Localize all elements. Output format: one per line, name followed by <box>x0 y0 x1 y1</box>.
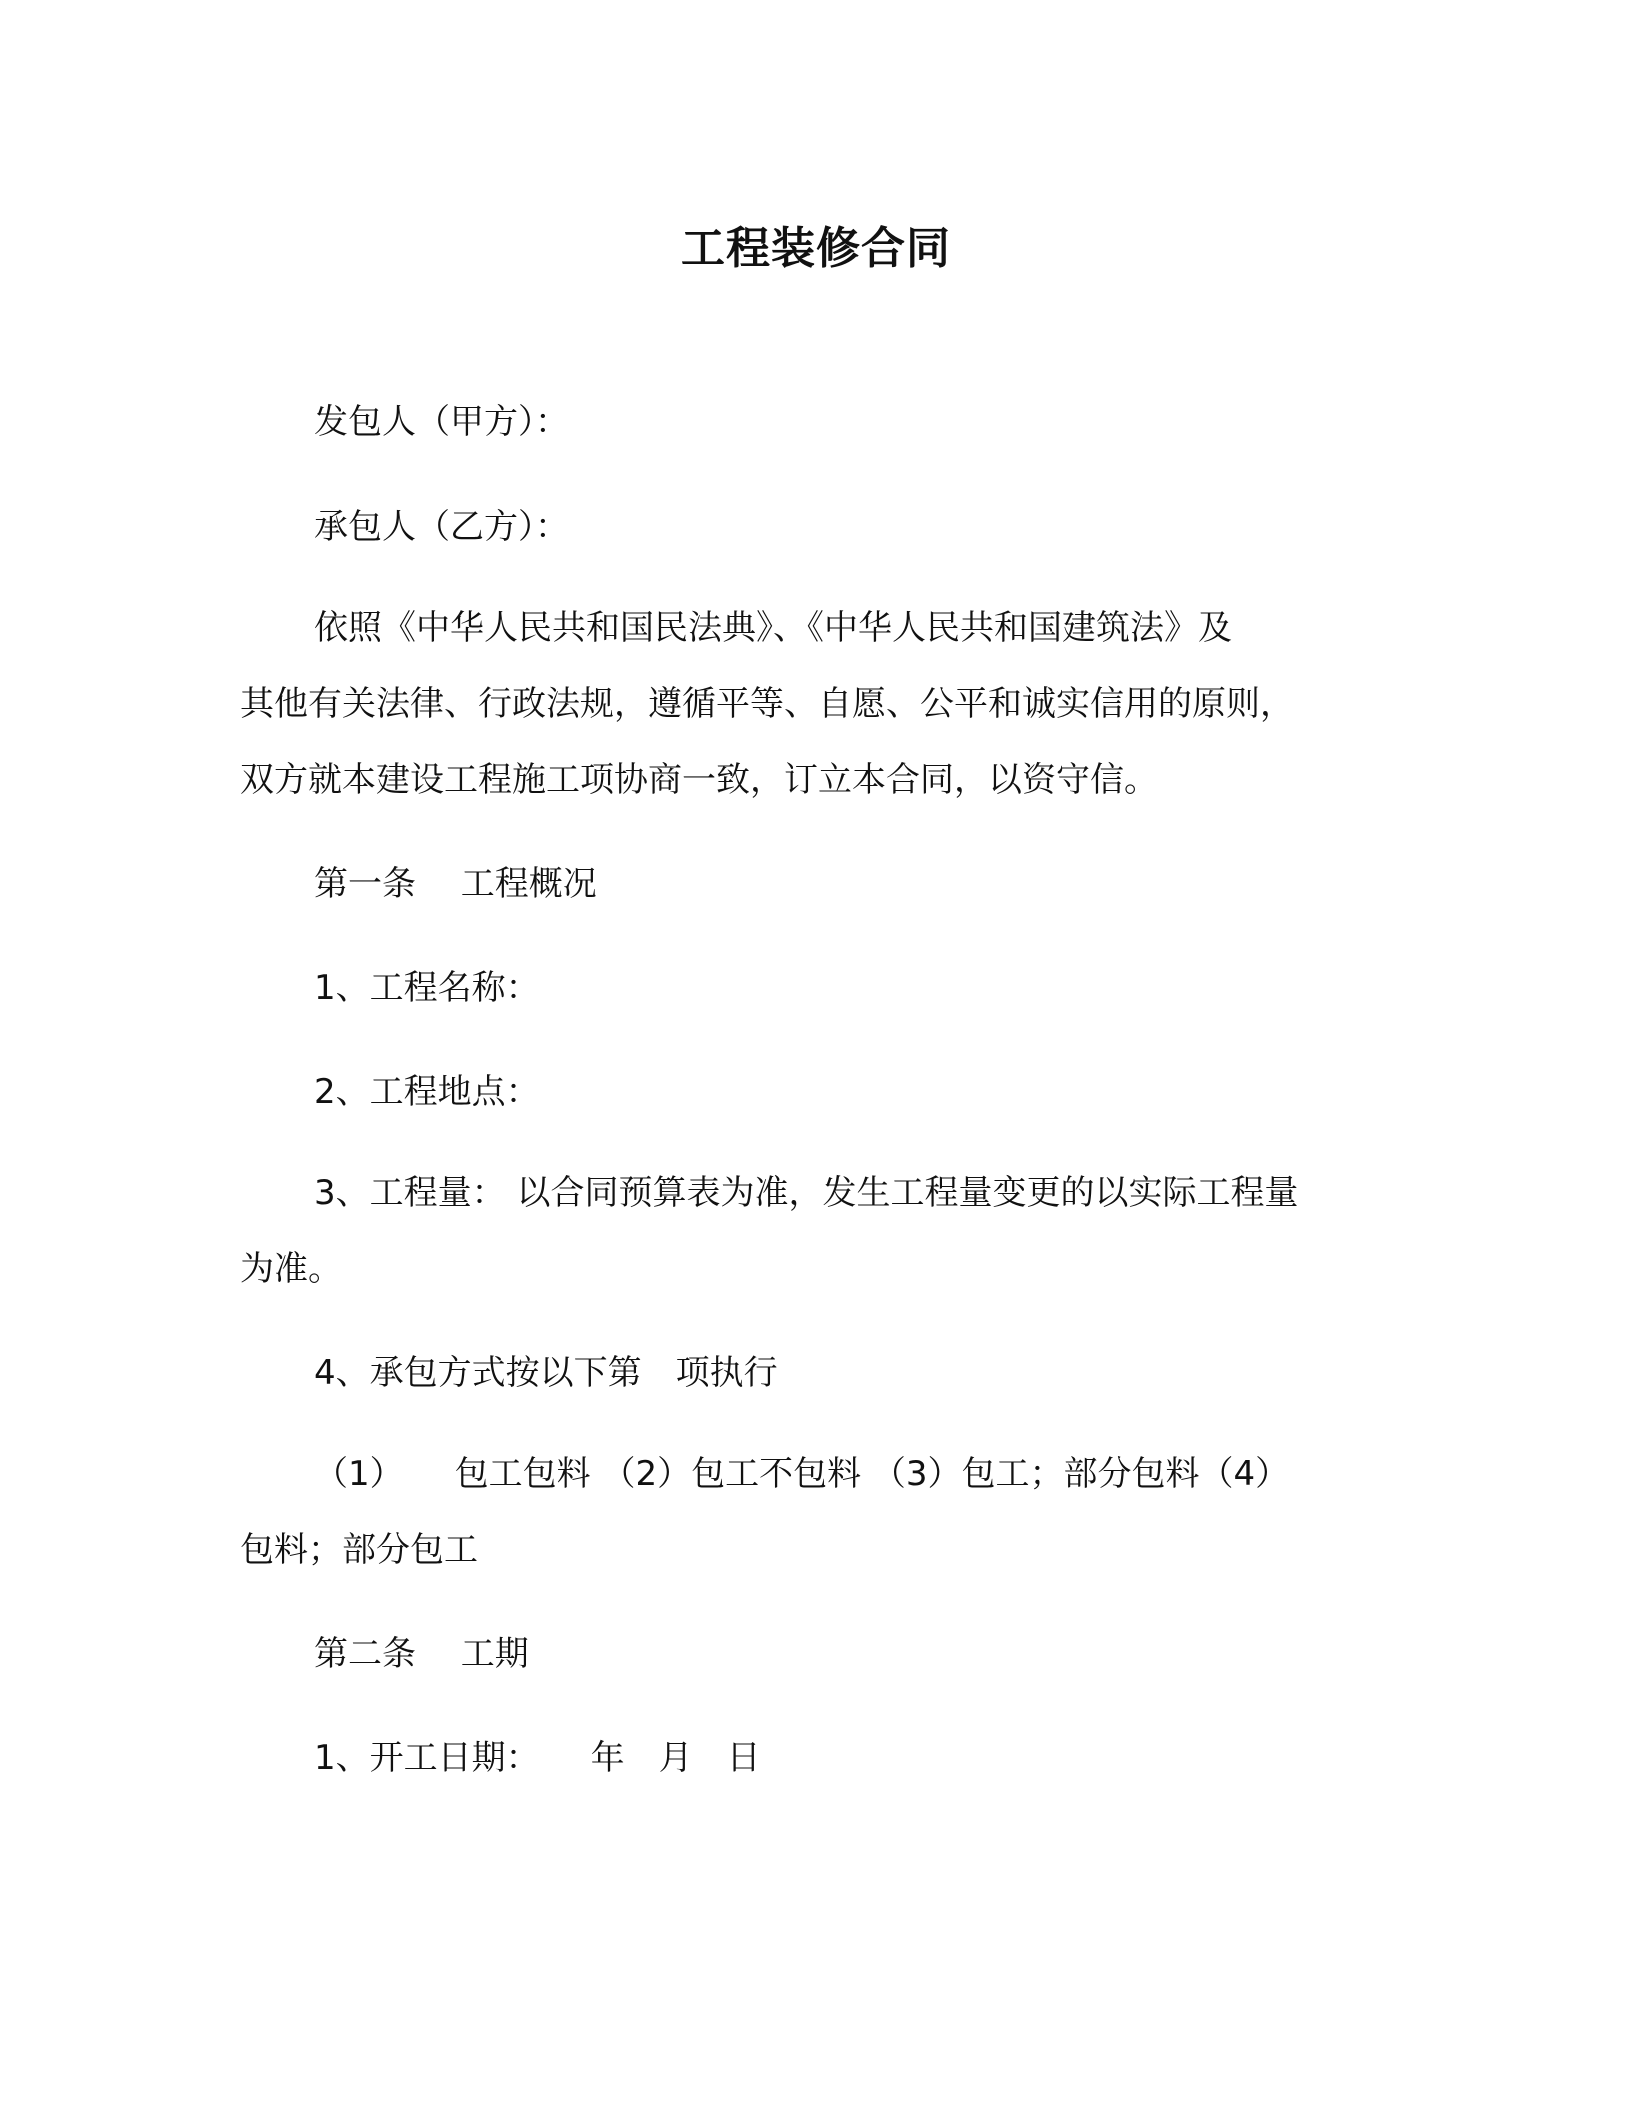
document-title: 工程装修合同 <box>681 223 951 274</box>
article-2-item-1: 1、开工日期： 年 月 日 <box>314 1738 761 1778</box>
article-1-heading: 第一条 工程概况 <box>314 864 597 904</box>
article-1-item-4: 4、承包方式按以下第 项执行 <box>314 1353 778 1393</box>
article-1-item-2: 2、工程地点： <box>314 1072 540 1112</box>
article-2-heading: 第二条 工期 <box>314 1634 529 1674</box>
preamble-line-1: 依照《中华人民共和国民法典》、《中华人民共和国建筑法》及 <box>314 608 1232 648</box>
contract-options-line-2: 包料；部分包工 <box>240 1530 478 1570</box>
article-1-item-1: 1、工程名称： <box>314 968 540 1008</box>
party-b-line: 承包人（乙方）： <box>314 507 569 547</box>
preamble-line-2: 其他有关法律、行政法规，遵循平等、自愿、公平和诚实信用的原则， <box>240 684 1294 724</box>
party-a-line: 发包人（甲方）： <box>314 402 569 442</box>
preamble-line-3: 双方就本建设工程施工项协商一致，订立本合同，以资守信。 <box>240 760 1158 800</box>
article-1-item-3-line-2: 为准。 <box>240 1249 342 1289</box>
article-1-item-3-line-1: 3、工程量： 以合同预算表为准，发生工程量变更的以实际工程量 <box>314 1173 1299 1213</box>
contract-options-line-1: （1） 包工包料 （2）包工不包料 （3）包工；部分包料（4） <box>314 1454 1290 1494</box>
